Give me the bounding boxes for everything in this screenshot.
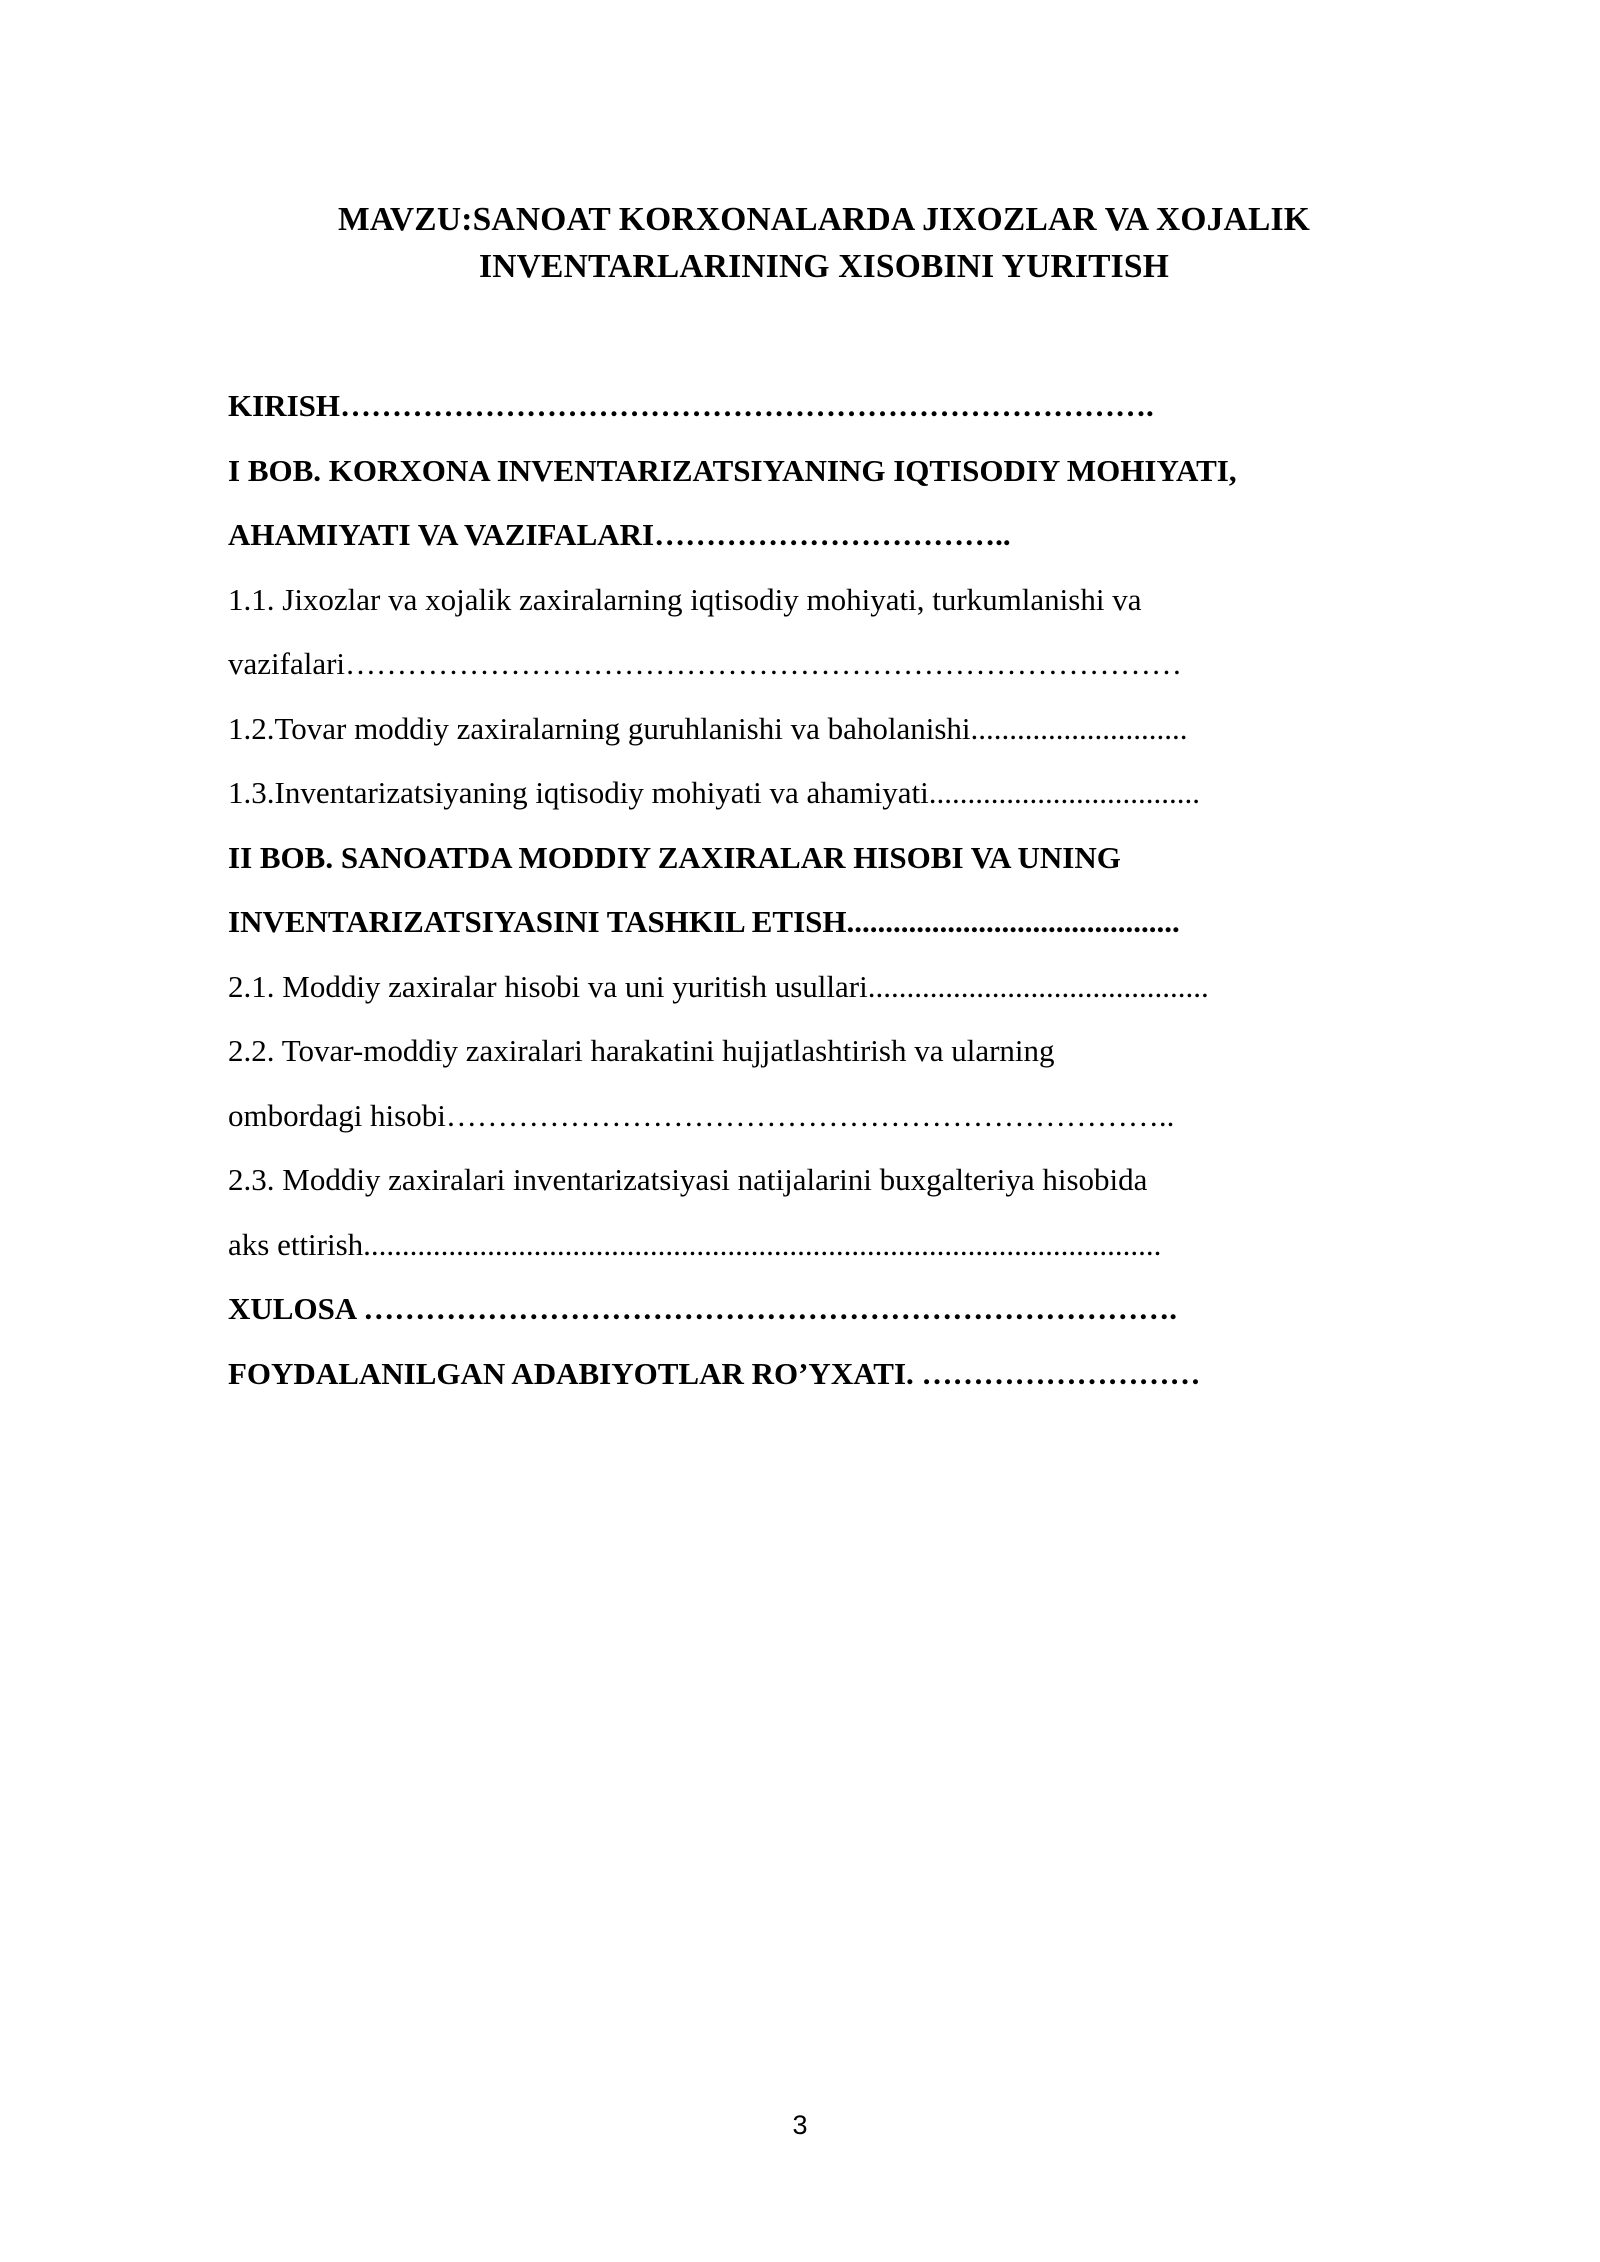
toc-entry-kirish: KIRISH……………………………………………………………………. [228, 388, 1154, 423]
toc-entry-bob-1-heading-line1: I BOB. KORXONA INVENTARIZATSIYANING IQTISODIY MOHIYATI, [228, 452, 1237, 488]
toc-entry-entry-2-1: 2.1. Moddiy zaxiralar hisobi va uni yuritish usullari............................................ [228, 968, 1209, 1004]
toc-entry-foydalanilgan-adabiyotlar: FOYDALANILGAN ADABIYOTLAR RO’YXATI. ……………………… [228, 1355, 1201, 1391]
toc-entry-entry-1-1-line1: 1.1. Jixozlar va xojalik zaxiralarning iqtisodiy mohiyati, turkumlanishi va [228, 581, 1142, 617]
toc-entry-xulosa: XULOSA ……………………………………………………………………. [228, 1291, 1177, 1326]
toc-entry-entry-1-2: 1.2.Tovar moddiy zaxiralarning guruhlanishi va baholanishi............................ [228, 710, 1188, 746]
toc-entry-entry-2-3-line1: 2.3. Moddiy zaxiralari inventarizatsiyasi natijalarini buxgalteriya hisobida [228, 1162, 1148, 1197]
page-title [228, 196, 1420, 290]
toc-entry-entry-2-2-line2: ombordagi hisobi…………………………………………………………….. [228, 1097, 1175, 1133]
toc-entry-entry-1-1-line2: vazifalari……………………………………………………………………… [228, 646, 1183, 681]
page-title-line-2: INVENTARLARINING XISOBINI YURITISH [479, 248, 1169, 285]
toc-entry-bob-2-heading-line1: II BOB. SANOATDA MODDIY ZAXIRALAR HISOBI VA UNING [228, 839, 1121, 875]
toc-entry-bob-2-heading-line2: INVENTARIZATSIYASINI TASHKIL ETISH........................................... [228, 904, 1180, 939]
table-of-contents [228, 374, 1428, 1406]
toc-entry-entry-1-3: 1.3.Inventarizatsiyaning iqtisodiy mohiyati va ahamiyati................................... [228, 775, 1201, 810]
toc-entry-entry-2-3-line2: aks ettirish....................................................................................................... [228, 1226, 1162, 1262]
toc-entry-entry-2-2-line1: 2.2. Tovar-moddiy zaxiralari harakatini hujjatlashtirish va ularning [228, 1033, 1055, 1068]
page-title-line-1: MAVZU:SANOAT KORXONALARDA JIXOZLAR VA XOJALIK [338, 201, 1310, 238]
page-number: 3 [792, 2110, 808, 2140]
toc-entry-bob-1-heading-line2: AHAMIYATI VA VAZIFALARI…………………………….. [228, 517, 1011, 552]
